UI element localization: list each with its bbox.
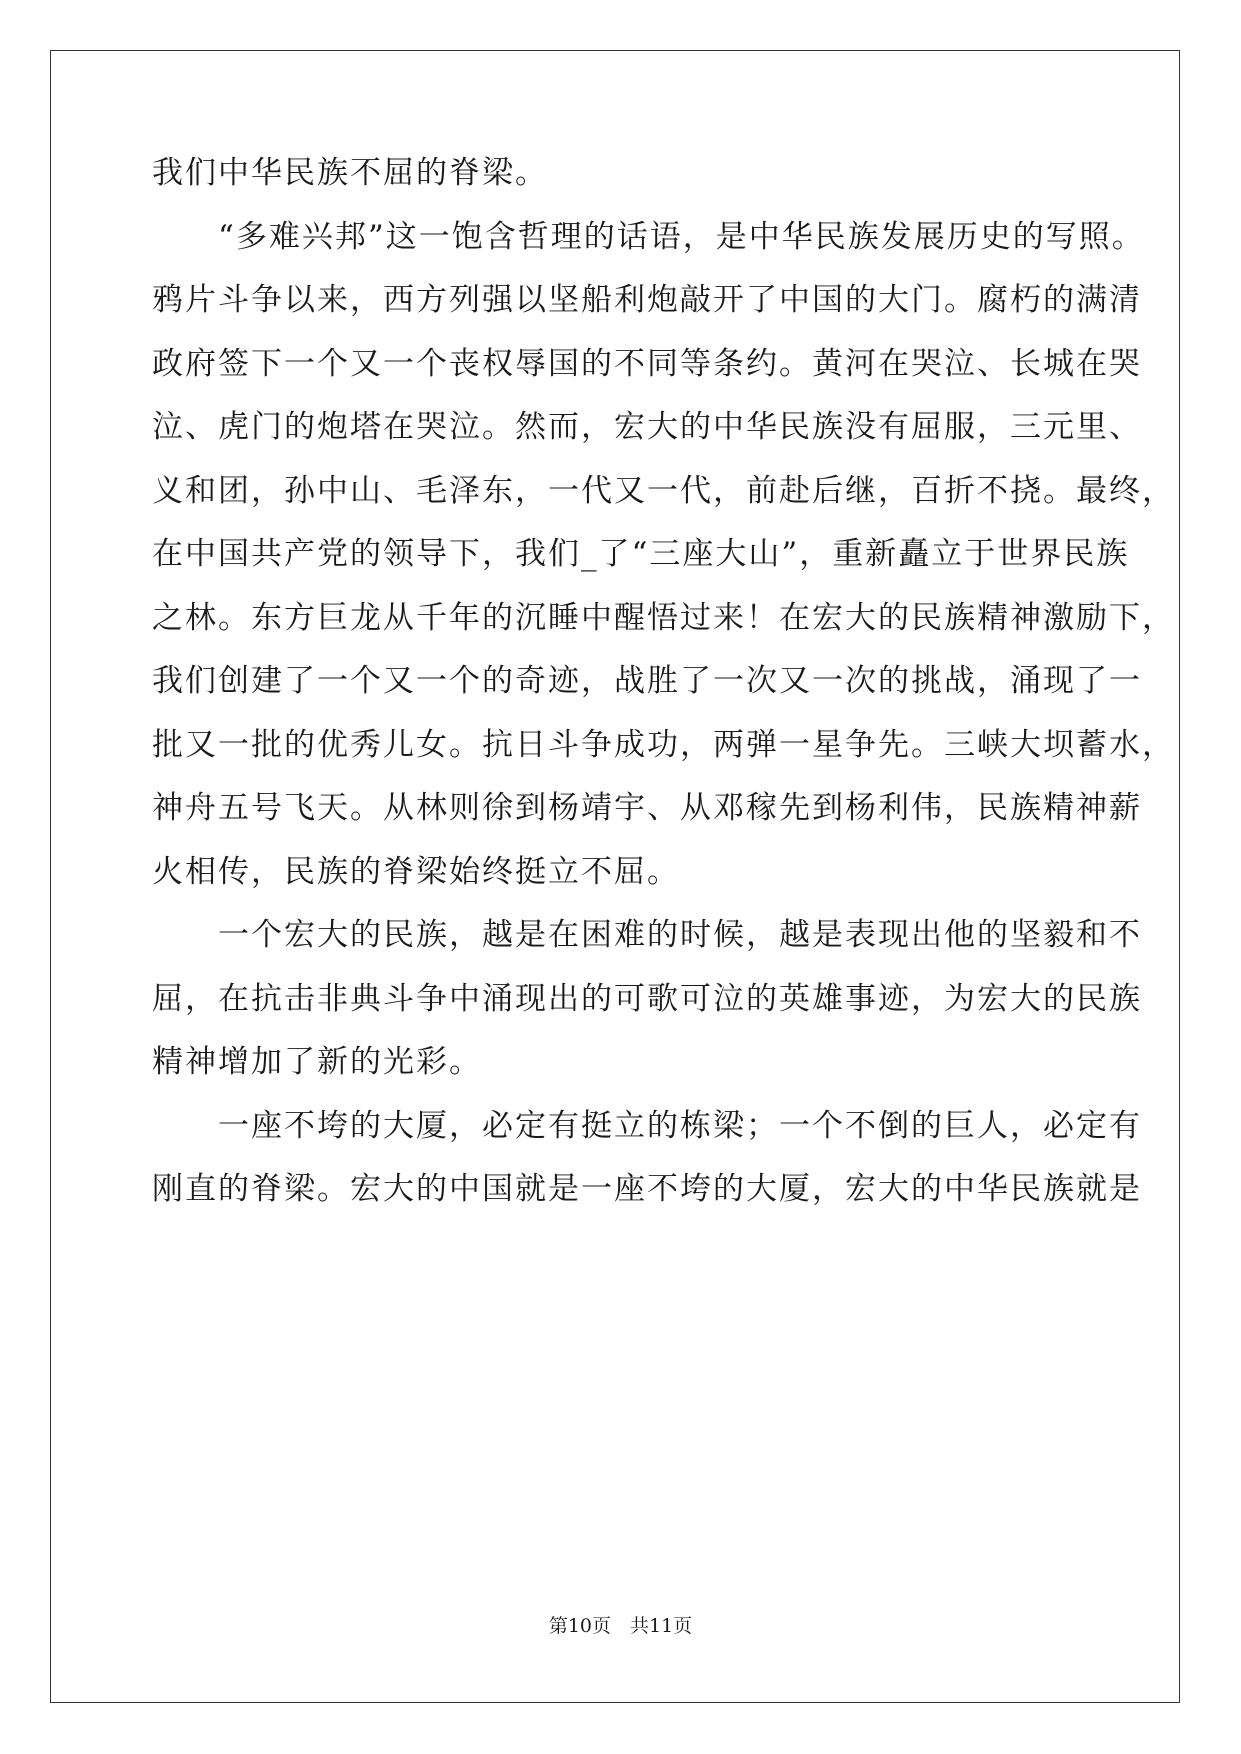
text-line: 神舟五号飞天。从林则徐到杨靖宇、从邓稼先到杨利伟，民族精神薪 xyxy=(152,790,1142,826)
text-line: 政府签下一个又一个丧权辱国的不同等条约。黄河在哭泣、长城在哭 xyxy=(152,346,1142,382)
text-line: 屈，在抗击非典斗争中涌现出的可歌可泣的英雄事迹，为宏大的民族 xyxy=(152,981,1142,1017)
text-line: 鸦片斗争以来，西方列强以坚船利炮敲开了中国的大门。腐朽的满清 xyxy=(152,282,1142,318)
text-line: 泣、虎门的炮塔在哭泣。然而，宏大的中华民族没有屈服，三元里、 xyxy=(152,409,1142,445)
text-line: 批又一批的优秀儿女。抗日斗争成功，两弹一星争先。三峡大坝蓄水， xyxy=(152,727,1175,763)
text-line: 精神增加了新的光彩。 xyxy=(152,1044,482,1080)
text-line: 一个宏大的民族，越是在困难的时候，越是表现出他的坚毅和不 xyxy=(152,917,1142,953)
text-line: 一座不垮的大厦，必定有挺立的栋梁；一个不倒的巨人，必定有 xyxy=(152,1108,1142,1144)
page-number-footer: 第10页 共11页 xyxy=(548,1615,693,1637)
text-line: “多难兴邦”这一饱含哲理的话语，是中华民族发展历史的写照。 xyxy=(152,219,1145,255)
text-line: 在中国共产党的领导下，我们_了“三座大山”，重新矗立于世界民族 xyxy=(152,536,1130,572)
text-line: 之林。东方巨龙从千年的沉睡中醒悟过来！在宏大的民族精神激励下， xyxy=(152,600,1175,636)
text-line: 我们创建了一个又一个的奇迹，战胜了一次又一次的挑战，涌现了一 xyxy=(152,663,1142,699)
text-line: 义和团，孙中山、毛泽东，一代又一代，前赴后继，百折不挠。最终， xyxy=(152,473,1175,509)
text-line: 火相传，民族的脊梁始终挺立不屈。 xyxy=(152,854,680,890)
text-line: 我们中华民族不屈的脊梁。 xyxy=(152,155,548,191)
text-line: 刚直的脊梁。宏大的中国就是一座不垮的大厦，宏大的中华民族就是 xyxy=(152,1171,1142,1207)
